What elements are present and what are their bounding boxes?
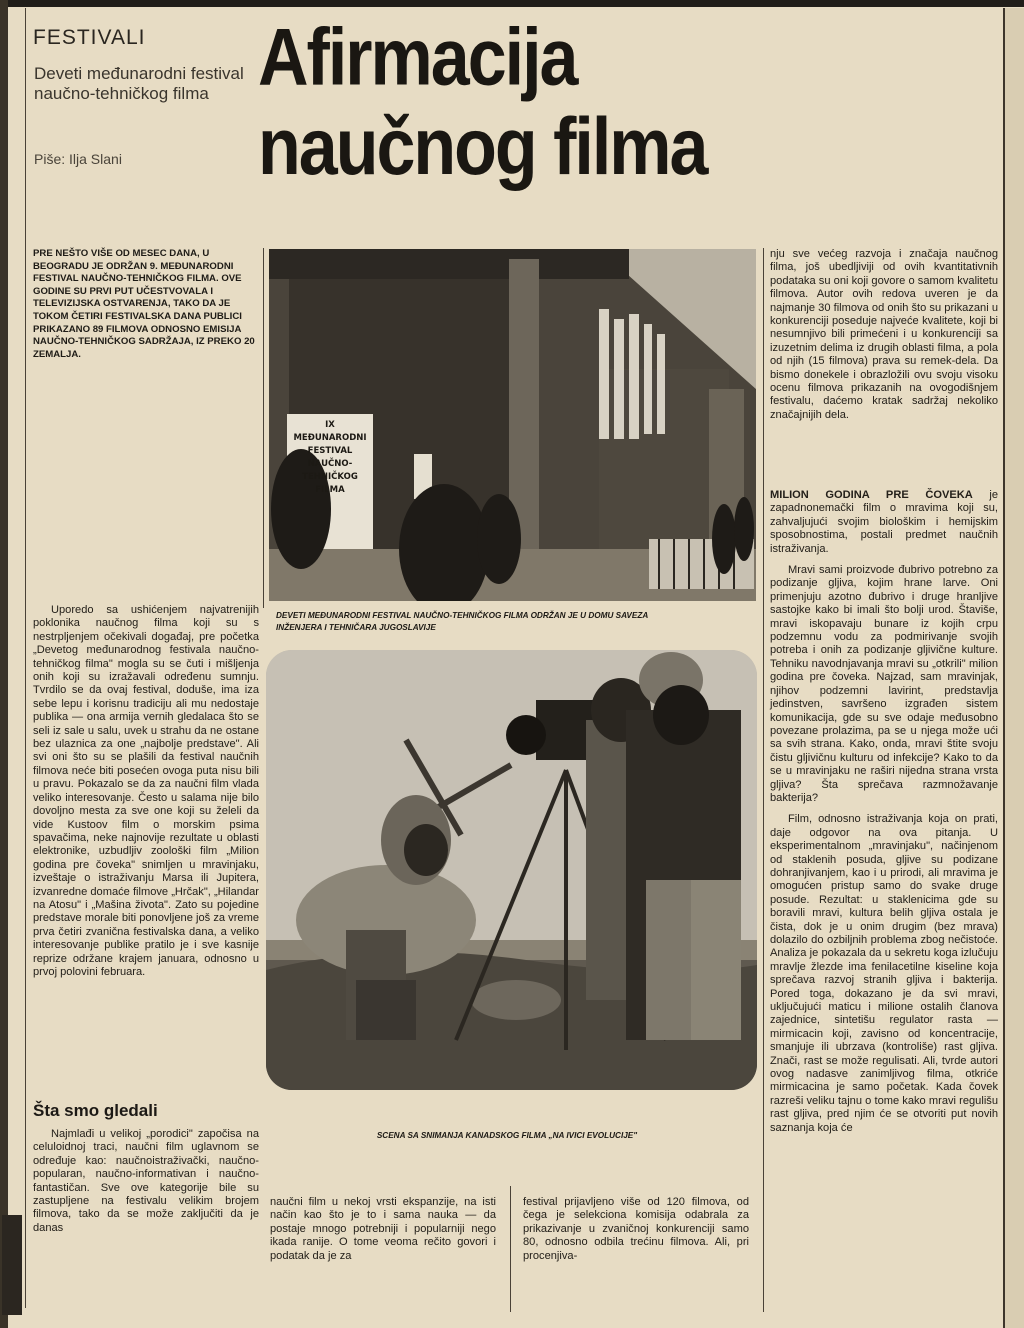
side-section-tab	[2, 1215, 22, 1315]
headline-line-2: naučnog filma	[258, 101, 707, 192]
column-divider	[510, 1186, 511, 1312]
sign-line-4: FILMA	[315, 485, 345, 495]
column4-paragraph-1: nju sve većeg razvoja i značaja naučnog filma, još ubedljiviji od ovih kvantitativnih podataka su oni koji govore o samom kvalitetu filmova. Autor ovih redova uveren je da najmanje 30 filmova od onih što su prikazani u konkurenciji poseduje najveće kvalitete, koji bi nesumnjivo bili primećeni i u konkurenciji sa izuzetnim delima iz drugih oblasti filma, a pola od njih (15 filmova) prava su remek-dela. Da bismo donekele i obrazložili ovu svoju visoku ocenu filmova prikazanih na ovogodišnjem festivalu, dаćemo kratak sadržaj nekoliko značajnijih dela.	[770, 248, 998, 421]
author-byline: Piše: Ilja Slani	[34, 151, 122, 167]
festival-building-photo	[269, 249, 756, 601]
column-4	[770, 248, 998, 430]
film-crew-photo	[266, 650, 757, 1090]
headline	[258, 12, 706, 191]
sign-line-3: NAUČNO-TEHNIČKOG	[302, 459, 358, 482]
cross-heading: MILION GODINA PRE ČOVEKA	[770, 489, 973, 501]
page-top-edge	[0, 0, 1024, 7]
column-divider	[763, 248, 764, 1312]
section-kicker: FESTIVALI	[33, 26, 146, 49]
article-subtitle: Deveti međunarodni festival naučno-tehničkog filma	[34, 64, 244, 103]
column4-paragraph-4: Film, odnosno istraživanja koja on prati, daje odgovor na ova pitanja. U eksperimentalnom „mravinjaku", načinjenom od staklenih posuda, gljive su podizane dohranjivanjem, kao i u prirodi, ali mravima je omogućen pristup samo do svake druge posude. Rezultat: u staklenicima gde su boravili mravi, kultura belih gljiva ostala je čista, dok je u onim drugim (bez mrava) dolazilo do ozbiljnih problema zbog nečistoće. Analiza je pokazala da u sekretu koga izlučuju mravlje žlezde ima fenilacetilne kiseline koja sprečava razvoj stranih gljiva i bakterija. Pored toga, dokazano je da svi mravi, uključujući maticu i milione ostalih članova zajednice, sintetišu regulator rasta — mirmicacin koji, zavisno od koncentracije, smanjuje ili ubrzava (kontroliše) rast gljiva. Znači, rast se može regulisati. Ali, tvrde autori ovog nadasve zanimljivog filma, otkriće mirmicacina je samo početak. Kada čovek razreši veliku tajnu o tome kako mravi regulišu rast gljiva, pred njim će se otvoriti put novih saznanja koja će	[770, 813, 998, 1134]
column4-paragraph-2: je zapadnonemački film o mravima koji su, zahvaljujući svojim biološkim i hemijskim sposobnostima, postali predmet naučnih istraživanja.	[770, 489, 999, 555]
festival-sign	[289, 419, 371, 497]
lead-paragraph: PRE NEŠTO VIŠE OD MESEC DANA, U BEOGRADU JE ODRŽAN 9. MEĐUNARODNI FESTIVAL NAUČNO-TEHNIČKOG FILMA. OVE GODINE SU PRVI PUT UČESTVOVALA I TELEVIZIJSKA OSTVARENJA, TAKO DA JE TOKOM ČETIRI FESTIVALSKA DANA PUBLICI PRIKAZANO 89 FILMOVA ODNOSNO EMISIJA NAUČNO-TEHNIČKOG SADRŽAJA, IZ PREKO 20 ZEMALJA.	[33, 248, 255, 360]
column1-paragraph-2: Najmlađi u velikoj „porodici" započisa na celuloidnoj traci, naučni film uglavnom se određuje kao: naučnoistraživački, naučno-popularan, naučno-informativan i naučno-fantastičan. Sve ove kategorije bile su zastupljene na festivalu velikim brojem filmova, tako da se može zaključiti da je danas	[33, 1128, 259, 1234]
sign-line-1: IX MEĐUNARODNI	[293, 420, 367, 443]
column2-paragraph-1: naučni film u nekoj vrsti ekspanzije, na isti način kao što je to i sama nauka — da postaje mnogo potrebniji i popularniji nego ikada ranije. O tome veoma rečito govori i podatak da je za	[270, 1196, 496, 1262]
page-binding-edge	[0, 0, 8, 1328]
column-divider	[263, 248, 264, 608]
column-3	[523, 1196, 749, 1271]
sign-line-2: FESTIVAL	[307, 446, 353, 456]
headline-line-1: Afirmacija	[258, 12, 577, 102]
next-page-edge	[1003, 8, 1024, 1328]
column-4-continued	[770, 489, 998, 1143]
section-heading: Šta smo gledali	[33, 1101, 158, 1120]
photo1-caption: DEVETI MEĐUNARODNI FESTIVAL NAUČNO-TEHNIČKOG FILMA ODRŽAN JE U DOMU SAVEZA INŽENJERA I TEHNIČARA JUGOSLAVIJE	[276, 611, 648, 632]
photo2-caption: SCENA SA SNIMANJA KANADSKOG FILMA „NA IVICI EVOLUCIJE"	[376, 1131, 638, 1140]
column3-paragraph-1: festival prijavljeno više od 120 filmova, od čega je selekciona komisija odabrala za prikazivanje u zvaničnoj konkurenciji samo 80, odnosno odbila trećinu filmova. Ali, pri procenjiva-	[523, 1196, 749, 1262]
column-2	[270, 1196, 496, 1271]
column4-paragraph-3: Mravi sami proizvode đubrivo potrebno za podizanje gljiva, kojim hrane larve. Oni primenjuju azotno đubrivo i druge hranljive sastojke kako bi imali što bolji urod. Štaviše, mravi iskopavaju bunare iz kojih crpu podzemnu vodu za podmirivanje svojih potreba i onih za podizanje gljivične kulture. Tehniku navodnjavanja mravi su „otkrili" milion godina pre čoveka. Najzad, sam mravinjak, njihov podzemni lavirint, predstavlja jedinstven, savršeno izgrađen sistem komunikacija, gde su sve odaje međusobno povezane prolazima, pa se u njega može ući sa svih strana. Kako, onda, mravi štite svoju čistu gljivičnu kulturu od infekcije? Kako to da se u mravinjaku ne raširi nijedna strana vrsta gljiva? Šta sprečava razmnožavanje bakterija?	[770, 564, 998, 804]
column-1-continued	[33, 1128, 259, 1243]
film-crew-illustration	[266, 650, 757, 1090]
left-margin-rule	[25, 8, 26, 1308]
column1-paragraph-1: Uporedo sa ushićenjem najvatrenijih poklonika naučnog filma koji su s nestrpljenjem očekivali događaj, pre početka „Devetog međunarodnog festivala naučno-tehničkog filma" mogla su se čuti i mišljenja onih koji su izražavali određenu sumnju. Tvrdilo se da ovaj festival, doduše, ima iza sebe lepu i korisnu tradiciju ali mu nedostaje publika — ona armija vernih gledalaca što se seli iz sale u salu, uvek u strahu da ne ostane bez ulaznica za one „najbolje predstave". Ali svi oni što su se plašili da festival naučnih filmova neće biti posećen ovoga puta nisu bili u pravu. Pokazalo se da za naučni film vlada veliko interesovanje. Često u salama nije bilo dovoljno mesta za sve one koji su želeli da vide Kustoov film o morskim psima spavačima, neke najnovije rezultate u oblasti elektronike, uzbudljiv zoološki film „Milion godina pre čoveka" snimljen u mravinjaku, izveštaje o istraživanju Marsa ili Jupitera, izvanredne domaće filmove „Hrčak", „Hilandar na Atosu" i „Mašina života". Zato su pojedine predstave morale biti ponovljene još za vreme prva četiri zvanična festivalska dana, a veliko interesovanje publike pratilo je i sve kasnije reprize održane krajem januara, odnosno u prvoj polovini februara.	[33, 604, 259, 978]
column-1	[33, 604, 259, 987]
